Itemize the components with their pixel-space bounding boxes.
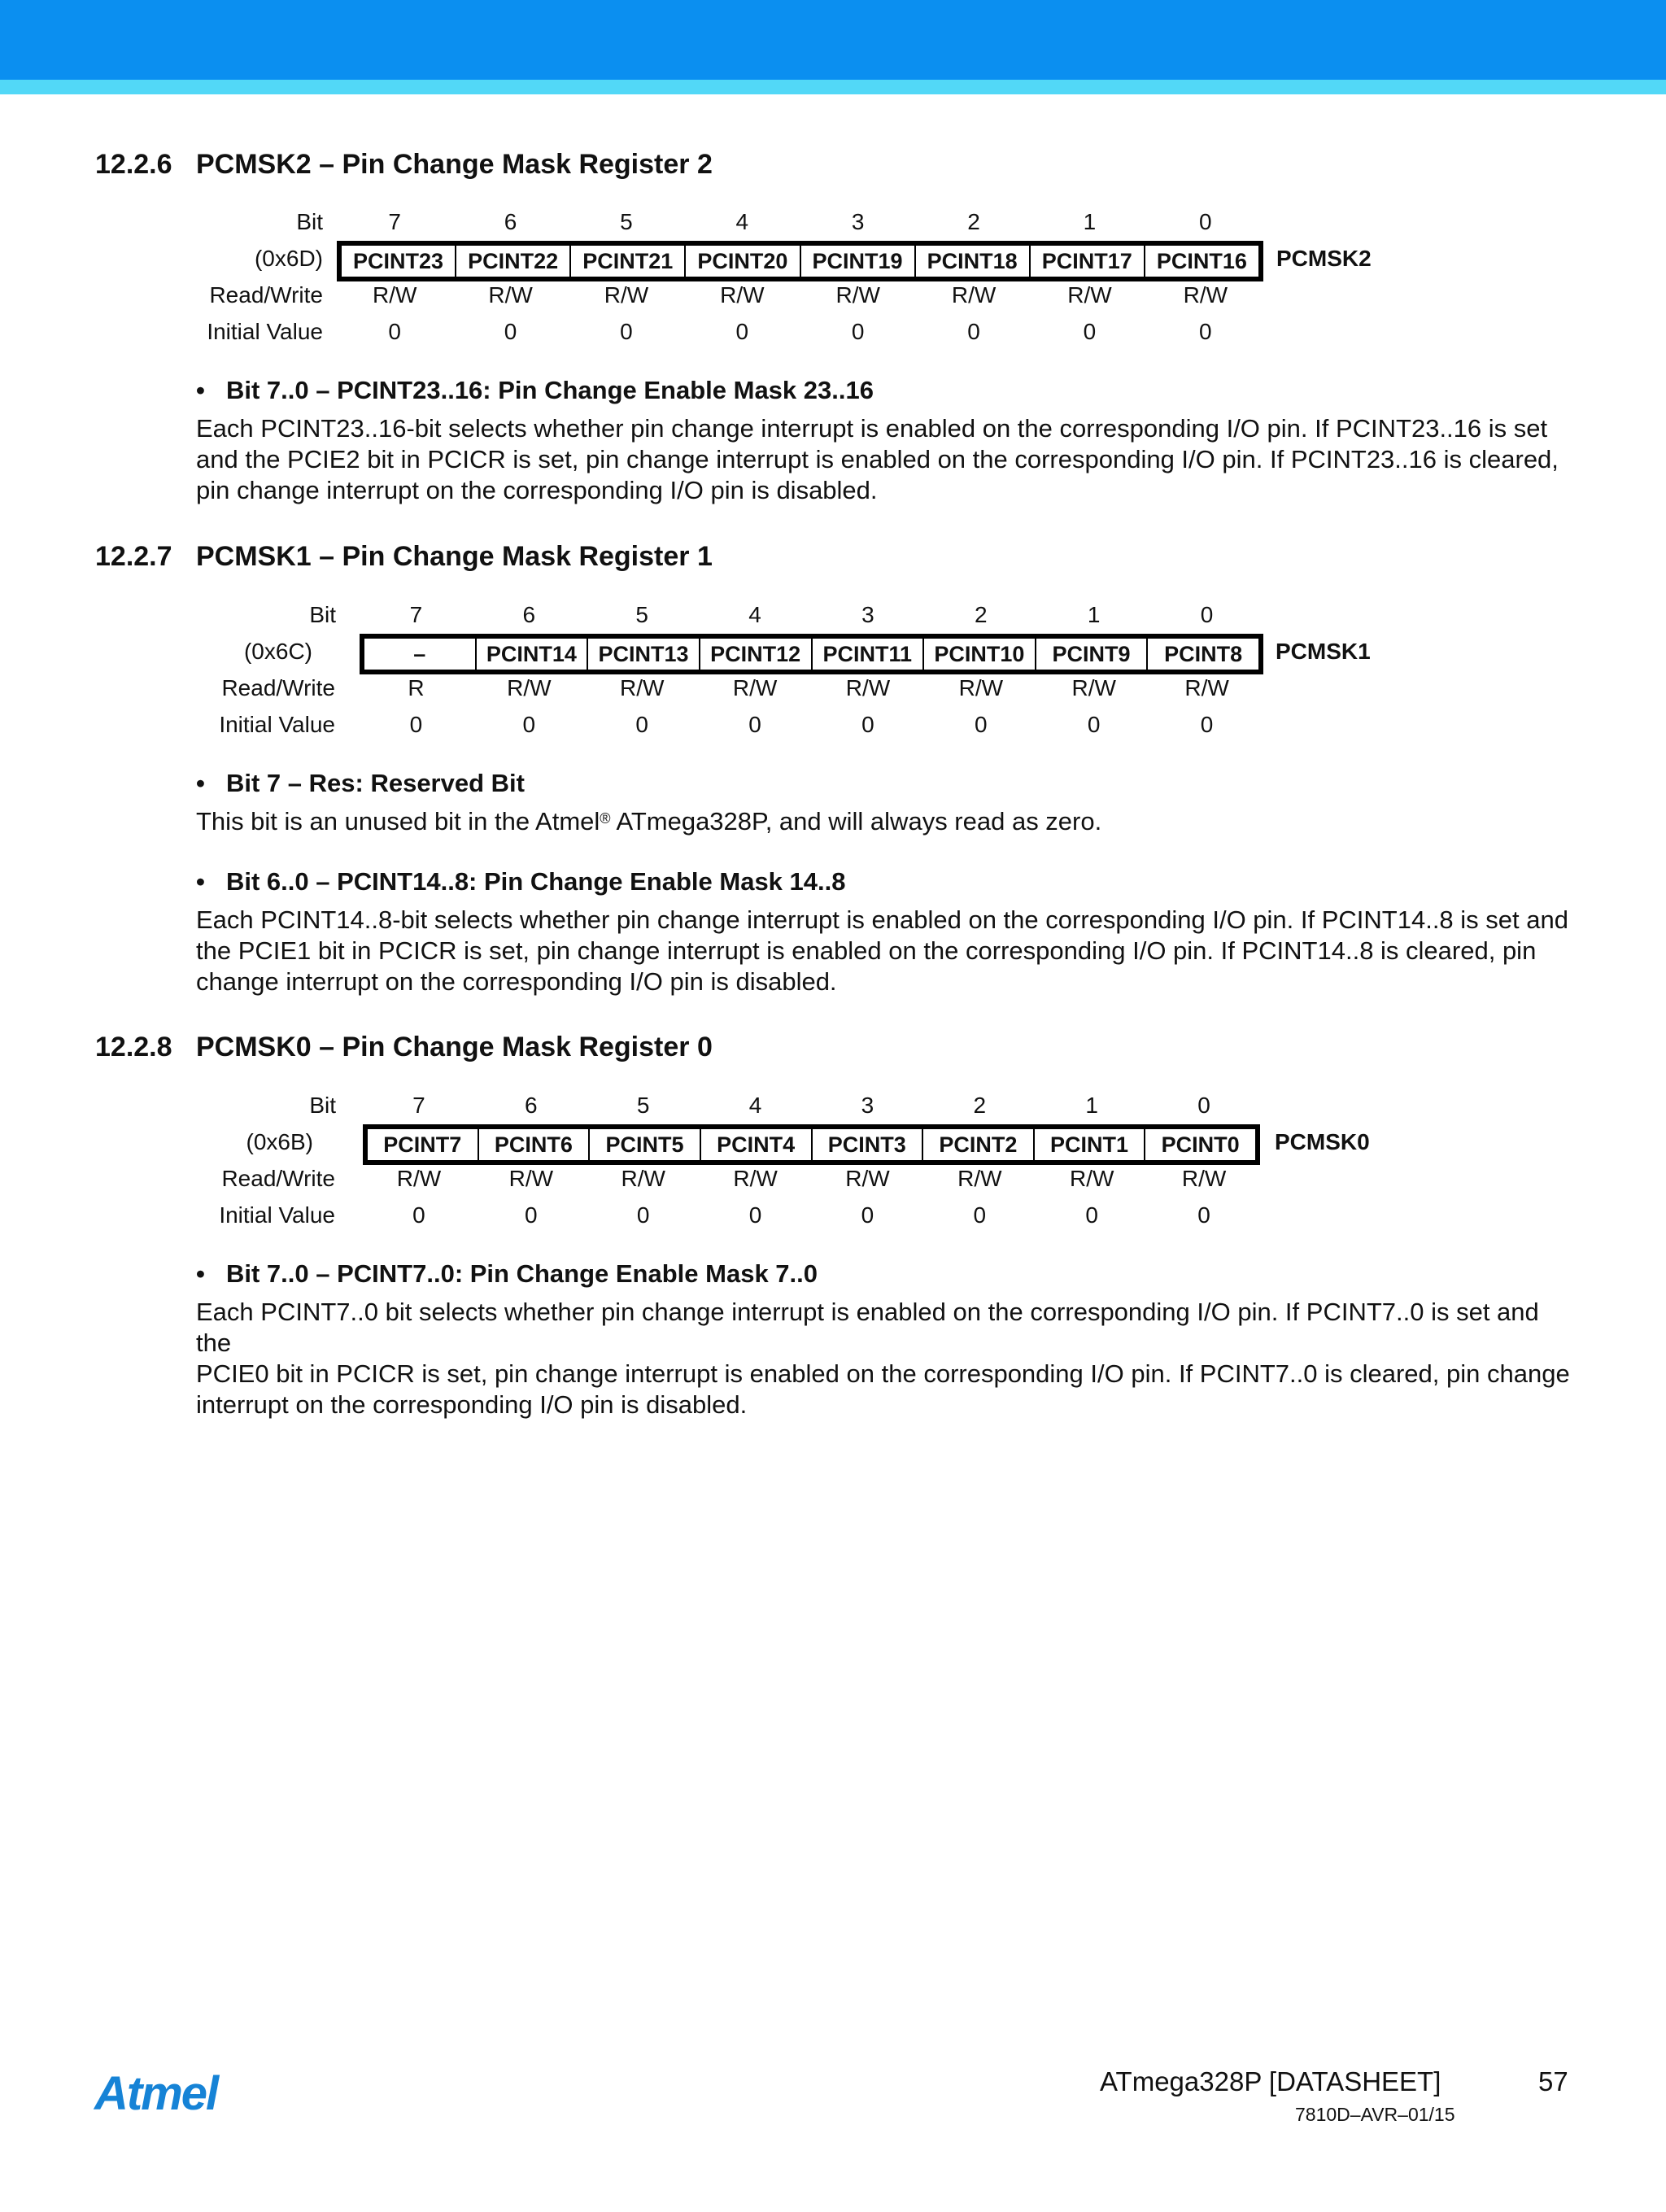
bullet-heading: • Bit 6..0 – PCINT14..8: Pin Change Enable Mask 14..8 <box>196 867 846 896</box>
readwrite-value: R/W <box>1184 675 1229 700</box>
description-paragraph: Each PCINT14..8-bit selects whether pin change interrupt is enabled on the corresponding I/O pin. If PCINT14..8 is set and the PCIE1 bit in PCICR is set, pin change interrupt is enabled on the corresponding I/O pin. If PCINT14..8 is cleared, pin change interrupt on the corresponding I/O pin is disabled. <box>196 905 1568 996</box>
readwrite-row-label: Read/Write <box>221 1166 335 1191</box>
bit-number: 0 <box>1197 1093 1210 1118</box>
bit-cell: PCINT11 <box>813 639 925 670</box>
bit-cell: PCINT16 <box>1156 248 1247 273</box>
initial-value: 0 <box>522 712 536 737</box>
bit-number: 2 <box>967 209 980 234</box>
bullet-heading: • Bit 7 – Res: Reserved Bit <box>196 769 525 797</box>
bit-number: 6 <box>522 602 536 627</box>
initial-value: 0 <box>409 712 423 737</box>
initial-value: 0 <box>861 1202 874 1228</box>
bit-cell: PCINT23 <box>342 246 456 277</box>
bit-number: 0 <box>1200 602 1214 627</box>
readwrite-value: R/W <box>1071 675 1116 700</box>
readwrite-value: R/W <box>619 675 665 700</box>
initial-value: 0 <box>1199 319 1212 344</box>
section-title: PCMSK1 – Pin Change Mask Register 1 <box>196 541 713 572</box>
initial-value-row-label: Initial Value <box>207 319 323 344</box>
bit-cell: – <box>364 639 477 670</box>
readwrite-value: R/W <box>835 282 880 308</box>
bit-number: 5 <box>620 209 633 234</box>
bullet-heading: • Bit 7..0 – PCINT23..16: Pin Change Enable Mask 23..16 <box>196 376 874 404</box>
description-paragraph: Each PCINT7..0 bit selects whether pin change interrupt is enabled on the corresponding I/O pin. If PCINT7..0 is set and the PCIE0 bit in PCICR is set, pin change interrupt is enabled on the corresponding I/O pin. If PCINT7..0 is cleared, pin change interrupt on the corresponding I/O pin is disabled. <box>196 1298 1570 1419</box>
bit-cell: PCINT21 <box>571 246 686 277</box>
readwrite-value: R/W <box>1069 1166 1114 1191</box>
initial-value: 0 <box>973 1202 987 1228</box>
initial-value: 0 <box>967 319 980 344</box>
bit-cell: PCINT6 <box>479 1129 591 1160</box>
section-heading <box>95 541 713 573</box>
bit-cell: PCINT14 <box>477 639 589 670</box>
readwrite-value: R/W <box>958 675 1004 700</box>
bit-row-label: Bit <box>296 209 323 234</box>
readwrite-value: R/W <box>732 675 778 700</box>
section-number: 12.2.7 <box>95 541 172 572</box>
initial-value: 0 <box>1087 712 1101 737</box>
bit-number: 3 <box>861 1093 874 1118</box>
bit-number: 4 <box>748 602 761 627</box>
register-diagram-pcmsk1 <box>360 634 1263 674</box>
bit-cell: PCINT18 <box>916 246 1031 277</box>
initial-value: 0 <box>1085 1202 1098 1228</box>
bit-cell: PCINT1 <box>1035 1129 1146 1160</box>
bit-number: 7 <box>409 602 423 627</box>
initial-value: 0 <box>636 1202 650 1228</box>
readwrite-value: R/W <box>957 1166 1002 1191</box>
bit-number: 5 <box>636 1093 650 1118</box>
bit-cell: PCINT4 <box>701 1129 813 1160</box>
initial-value: 0 <box>735 319 749 344</box>
bit-number: 1 <box>1087 602 1101 627</box>
initial-value: 0 <box>975 712 988 737</box>
section-number: 12.2.6 <box>95 149 172 180</box>
bit-cell: PCINT2 <box>923 1129 1035 1160</box>
readwrite-value: R/W <box>1067 282 1112 308</box>
initial-value: 0 <box>504 319 517 344</box>
readwrite-value: R/W <box>488 282 533 308</box>
bit-cell: PCINT20 <box>686 246 800 277</box>
initial-value: 0 <box>851 319 865 344</box>
section-title: PCMSK2 – Pin Change Mask Register 2 <box>196 149 713 180</box>
bit-number: 6 <box>525 1093 538 1118</box>
initial-value-row-label: Initial Value <box>219 1202 335 1228</box>
bit-number: 4 <box>748 1093 762 1118</box>
header-band <box>0 0 1666 80</box>
readwrite-value: R/W <box>507 675 552 700</box>
bit-cell: PCINT8 <box>1164 641 1243 666</box>
bit-number: 7 <box>412 1093 425 1118</box>
bit-number: 7 <box>388 209 401 234</box>
readwrite-value: R <box>408 675 425 700</box>
initial-value: 0 <box>412 1202 425 1228</box>
bit-row-label: Bit <box>309 1093 336 1118</box>
readwrite-value: R/W <box>1181 1166 1227 1191</box>
bit-number: 5 <box>635 602 648 627</box>
readwrite-value: R/W <box>845 1166 890 1191</box>
readwrite-value: R/W <box>733 1166 778 1191</box>
section-heading <box>95 149 713 181</box>
bit-number: 6 <box>504 209 517 234</box>
bit-number: 3 <box>861 602 874 627</box>
bit-cell: PCINT22 <box>456 246 571 277</box>
readwrite-value: R/W <box>604 282 649 308</box>
register-diagram-pcmsk0 <box>363 1124 1260 1165</box>
readwrite-value: R/W <box>621 1166 665 1191</box>
initial-value: 0 <box>525 1202 538 1228</box>
initial-value: 0 <box>861 712 874 737</box>
initial-value: 0 <box>635 712 648 737</box>
bit-number: 3 <box>851 209 865 234</box>
bit-cell: PCINT7 <box>368 1129 479 1160</box>
initial-value: 0 <box>748 1202 762 1228</box>
section-title: PCMSK0 – Pin Change Mask Register 0 <box>196 1032 713 1062</box>
bit-number: 1 <box>1085 1093 1098 1118</box>
readwrite-row-label: Read/Write <box>221 675 335 700</box>
bit-cell: PCINT5 <box>590 1129 701 1160</box>
bit-cell: PCINT13 <box>588 639 700 670</box>
address-label: (0x6C) <box>243 639 312 664</box>
description-paragraph: This bit is an unused bit in the Atmel® ATmega328P, and will always read as zero. <box>196 807 1102 835</box>
address-label: (0x6B) <box>246 1129 313 1154</box>
bit-cell: PCINT12 <box>700 639 813 670</box>
bit-cell: PCINT19 <box>801 246 916 277</box>
register-name: PCMSK0 <box>1275 1129 1370 1154</box>
bit-cell: PCINT3 <box>813 1129 924 1160</box>
description-paragraph: Each PCINT23..16-bit selects whether pin change interrupt is enabled on the corresponding I/O pin. If PCINT23..16 is set and the PCIE2 bit in PCICR is set, pin change interrupt is enabled on the corresponding I/O pin. If PCINT23..16 is cleared, pin change interrupt on the corresponding I/O pin is disabled. <box>196 414 1559 504</box>
document-reference: 7810D–AVR–01/15 <box>1295 2104 1455 2125</box>
bullet-heading: • Bit 7..0 – PCINT7..0: Pin Change Enable Mask 7..0 <box>196 1259 818 1288</box>
readwrite-value: R/W <box>951 282 997 308</box>
bit-cell: PCINT9 <box>1036 639 1149 670</box>
register-name: PCMSK1 <box>1276 639 1371 664</box>
section-number: 12.2.8 <box>95 1032 172 1062</box>
bit-cell: PCINT0 <box>1161 1132 1240 1157</box>
readwrite-value: R/W <box>720 282 765 308</box>
atmel-logo: Atmel <box>94 2067 218 2120</box>
initial-value: 0 <box>620 319 633 344</box>
initial-value: 0 <box>1197 1202 1210 1228</box>
initial-value: 0 <box>1200 712 1214 737</box>
bit-number: 2 <box>975 602 988 627</box>
initial-value: 0 <box>1083 319 1097 344</box>
initial-value: 0 <box>748 712 761 737</box>
page-number: 57 <box>1538 2066 1568 2096</box>
bit-number: 1 <box>1083 209 1097 234</box>
section-heading <box>95 1032 713 1063</box>
register-name: PCMSK2 <box>1276 246 1372 271</box>
header-stripe <box>0 80 1666 94</box>
bit-number: 0 <box>1199 209 1212 234</box>
initial-value-row-label: Initial Value <box>219 712 335 737</box>
bit-cell: PCINT10 <box>924 639 1036 670</box>
address-label: (0x6D) <box>254 246 323 271</box>
readwrite-value: R/W <box>372 282 417 308</box>
bit-number: 4 <box>735 209 749 234</box>
readwrite-value: R/W <box>845 675 891 700</box>
document-title: ATmega328P [DATASHEET] <box>1100 2066 1441 2096</box>
readwrite-value: R/W <box>396 1166 442 1191</box>
bit-number: 2 <box>973 1093 987 1118</box>
register-diagram-pcmsk2 <box>337 241 1263 281</box>
readwrite-value: R/W <box>1183 282 1228 308</box>
initial-value: 0 <box>388 319 401 344</box>
readwrite-row-label: Read/Write <box>209 282 323 308</box>
bit-cell: PCINT17 <box>1031 246 1145 277</box>
bit-row-label: Bit <box>309 602 336 627</box>
readwrite-value: R/W <box>508 1166 554 1191</box>
